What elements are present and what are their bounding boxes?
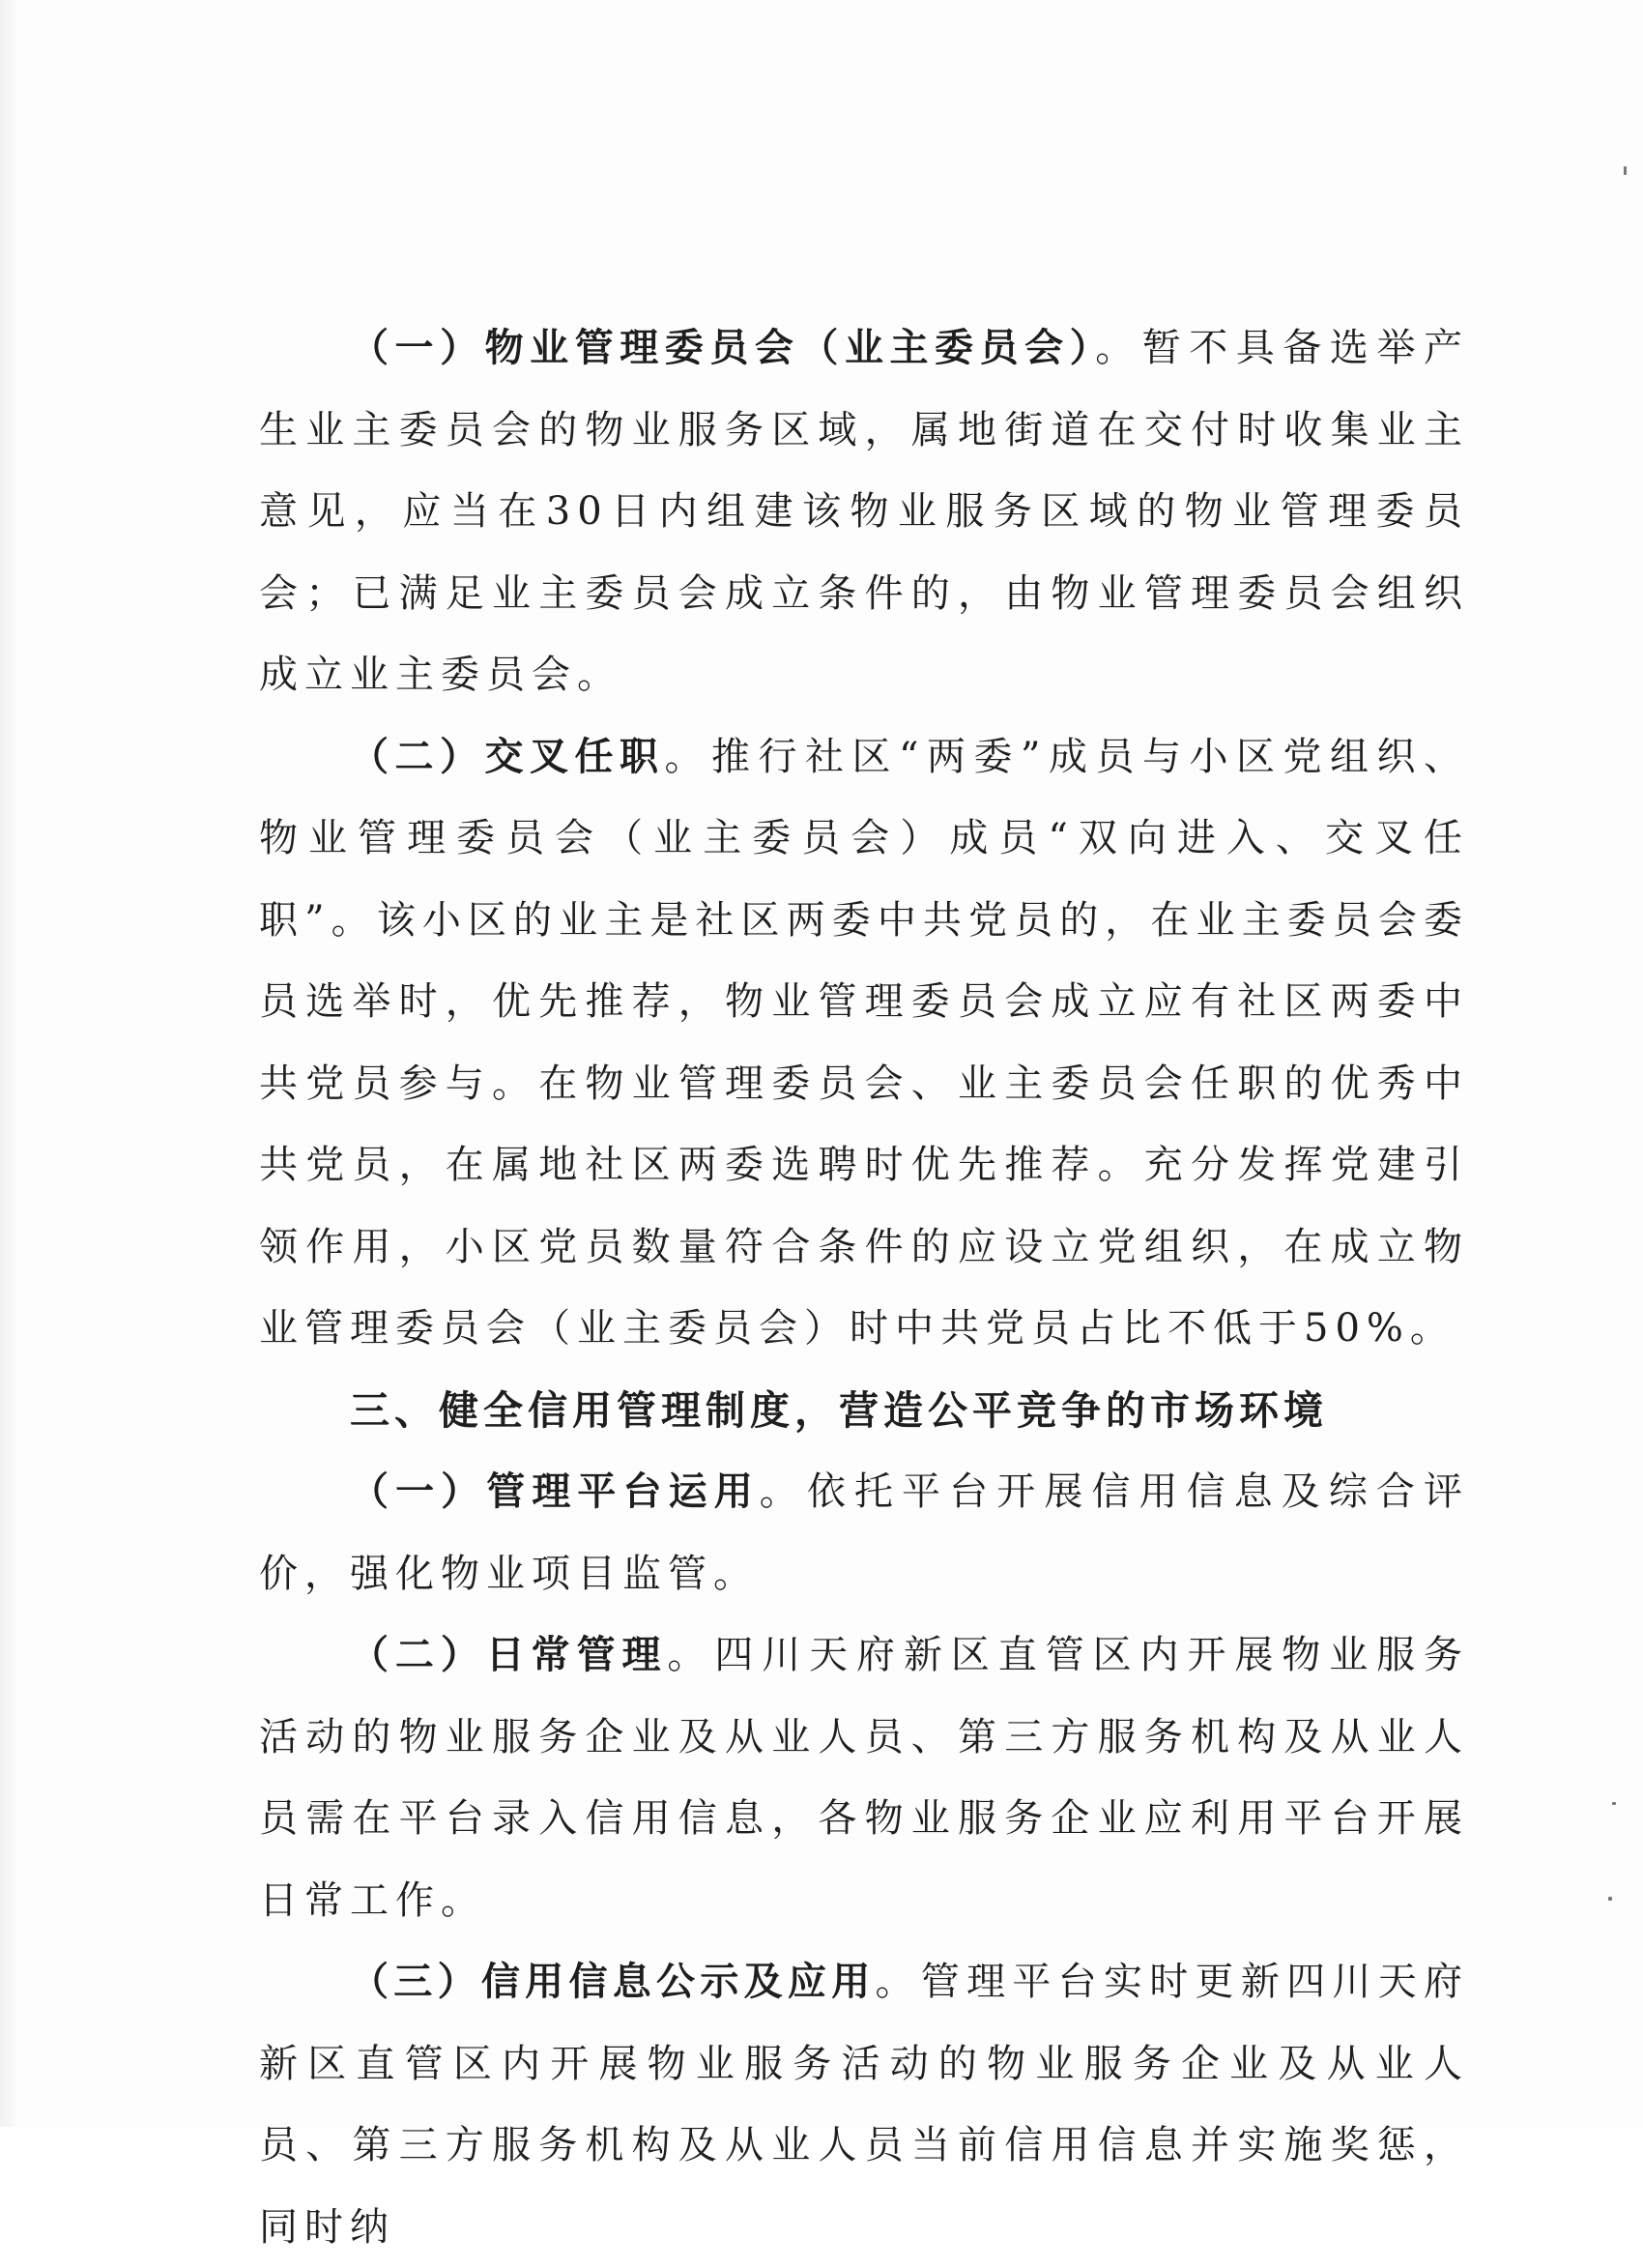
scan-speck-top-right [1624, 166, 1627, 175]
paragraph-text: 。管理平台实时更新四川天府新区直管区内开展物业服务活动的物业服务企业及从业人员、第三方服务机构及从业人员当前信用信息并实施奖惩，同时纳 [259, 1960, 1469, 2250]
scan-shadow-edge [0, 0, 19, 2127]
paragraph-lead: （二）日常管理 [350, 1633, 668, 1677]
section-heading: 三、健全信用管理制度，营造公平竞争的市场环境 [350, 1386, 1328, 1434]
paragraph-lead: （二）交叉任职 [350, 734, 665, 779]
paragraph-property-committee [259, 307, 1469, 716]
paragraph-cross-appointment [259, 716, 1469, 1370]
paragraph-text: 。暂不具备选举产生业主委员会的物业服务区域，属地街道在交付时收集业主意见，应当在30日内组建该物业服务区域的物业管理委员会；已满足业主委员会成立条件的，由物业管理委员会组织成立业主委员会。 [259, 326, 1470, 697]
paragraph-text: 。依托平台开展信用信息及综合评价，强化物业项目监管。 [259, 1469, 1470, 1596]
paragraph-text: 。四川天府新区直管区内开展物业服务活动的物业服务企业及从业人员、第三方服务机构及从业人员需在平台录入信用信息，各物业服务企业应利用平台开展日常工作。 [259, 1633, 1470, 1923]
paragraph-text: 。推行社区“两委”成员与小区党组织、物业管理委员会（业主委员会）成员“双向进入、交叉任职”。该小区的业主是社区两委中共党员的，在业主委员会委员选举时，优先推荐，物业管理委员会成立应有社区两委中共党员参与。在物业管理委员会、业主委员会任职的优秀中共党员，在属地社区两委选聘时优先推荐。充分发挥党建引领作用，小区党员数量符合条件的应设立党组织，在成立物业管理委员会（业主委员会）时中共党员占比不低于50%。 [259, 734, 1469, 1351]
document-body [259, 307, 1469, 2268]
scan-speck-mid-right [1612, 1802, 1616, 1805]
paragraph-lead: （三）信用信息公示及应用 [350, 1960, 876, 2004]
paragraph-lead: （一）物业管理委员会（业主委员会） [350, 326, 1096, 370]
paragraph-lead: （一）管理平台运用 [350, 1469, 760, 1514]
scan-speck-lower-right [1608, 1897, 1612, 1901]
paragraph-platform-use [259, 1451, 1469, 1614]
paragraph-daily-management [259, 1614, 1469, 1941]
paragraph-credit-disclosure [259, 1941, 1469, 2268]
